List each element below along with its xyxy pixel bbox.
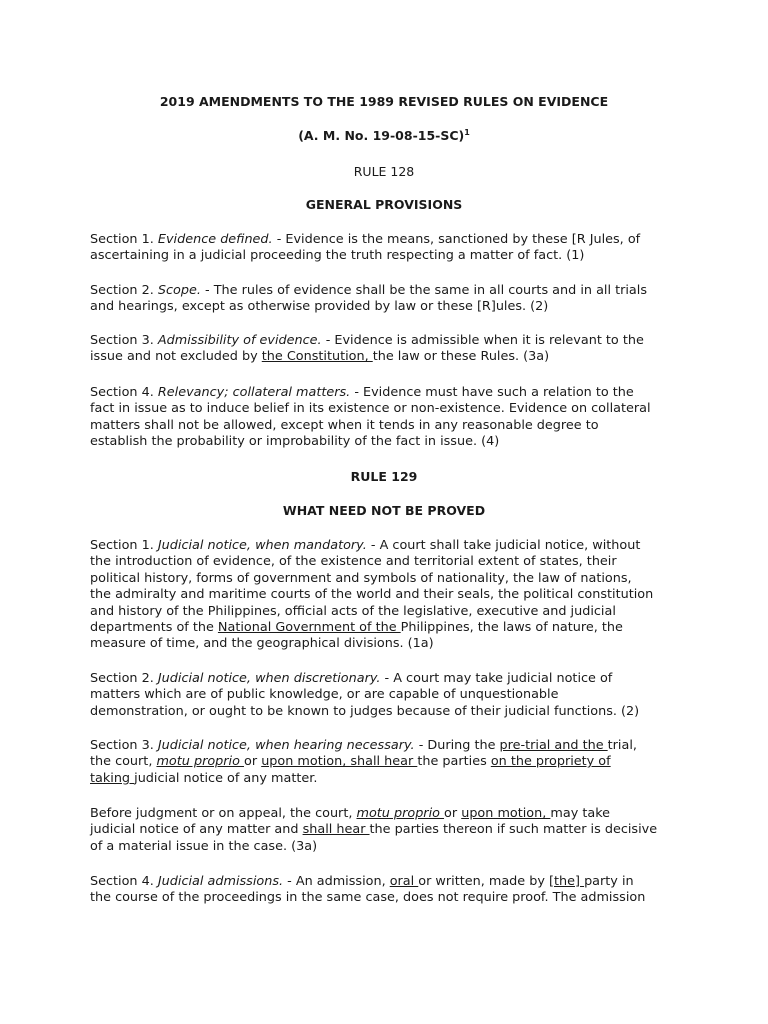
rule-128-section-2: Section 2. Scope. - The rules of evidence shall be the same in all courts and in all trials and hearings, except as otherwise provided by law or these [R]ules. (2) xyxy=(90,283,647,315)
section-title: Judicial notice, when hearing necessary. xyxy=(157,738,415,753)
rule-129-section-3: Section 3. Judicial notice, when hearing necessary. - During the pre-trial and the trial, the court, motu proprio or upon motion, shall hear the parties on the propriety of taking judicial notice of any matter. xyxy=(90,738,637,786)
footnote-marker[interactable]: 1 xyxy=(464,127,470,137)
rule-128-section-4: Section 4. Relevancy; collateral matters. - Evidence must have such a relation to the fact in issue as to induce belief in its existence or non-existence. Evidence on collateral matters shall not be allowed, except when it tends in any reasonable degree to establish the probability or improbability of the fact in issue. (4) xyxy=(90,385,651,450)
before-judgment-paragraph: Before judgment or on appeal, the court, motu proprio or upon motion, may take judicial notice of any matter and shall hear the parties thereon if such matter is decisive of a material issue in the case. (3a) xyxy=(90,806,658,854)
section-title: Judicial notice, when discretionary. xyxy=(157,671,381,686)
section-title: Admissibility of evidence. xyxy=(157,333,322,348)
rule-129-section-1: Section 1. Judicial notice, when mandatory. - A court shall take judicial notice, without the introduction of evidence, of the existence and territorial extent of states, their political history, forms of government and symbols of nationality, the law of nations, the admiralty and maritime courts of the world and their seals, the political constitution and history of the Philippines, official acts of the legislative, executive and judicial departments of the National Government of the Philippines, the laws of nature, the measure of time, and the geographical divisions. (1a) xyxy=(90,538,654,652)
rule-128-section-3: Section 3. Admissibility of evidence. - Evidence is admissible when it is relevant to the issue and not excluded by the Constitution, the law or these Rules. (3a) xyxy=(90,333,644,365)
rule-128-heading: GENERAL PROVISIONS xyxy=(305,197,463,212)
rule-128-label: RULE 128 xyxy=(353,164,415,179)
section-title: Judicial admissions. xyxy=(157,874,284,889)
rule-129-section-4: Section 4. Judicial admissions. - An admission, oral or written, made by [the] party in the course of the proceedings in the same case, does not require proof. The admission xyxy=(90,874,646,906)
section-title: Relevancy; collateral matters. xyxy=(157,385,351,400)
section-title: Scope. xyxy=(157,283,201,298)
section-title: Evidence defined. xyxy=(157,232,273,247)
rule-128-section-1: Section 1. Evidence defined. - Evidence is the means, sanctioned by these [R Jules, of ascertaining in a judicial proceeding the truth respecting a matter of fact. (1) xyxy=(90,232,641,264)
am-number: (A. M. No. 19-08-15-SC)$^1$ xyxy=(298,127,470,143)
rule-129-label: RULE 129 xyxy=(350,469,418,484)
section-title: Judicial notice, when mandatory. xyxy=(157,538,367,553)
document-title: 2019 AMENDMENTS TO THE 1989 REVISED RULES ON EVIDENCE xyxy=(159,94,609,109)
rule-129-heading: WHAT NEED NOT BE PROVED xyxy=(282,503,486,518)
rule-129-section-2: Section 2. Judicial notice, when discretionary. - A court may take judicial notice of matters which are of public knowledge, or are capable of unquestionable demonstration, or ought to be known to judges because of their judicial functions. (2) xyxy=(90,671,640,719)
